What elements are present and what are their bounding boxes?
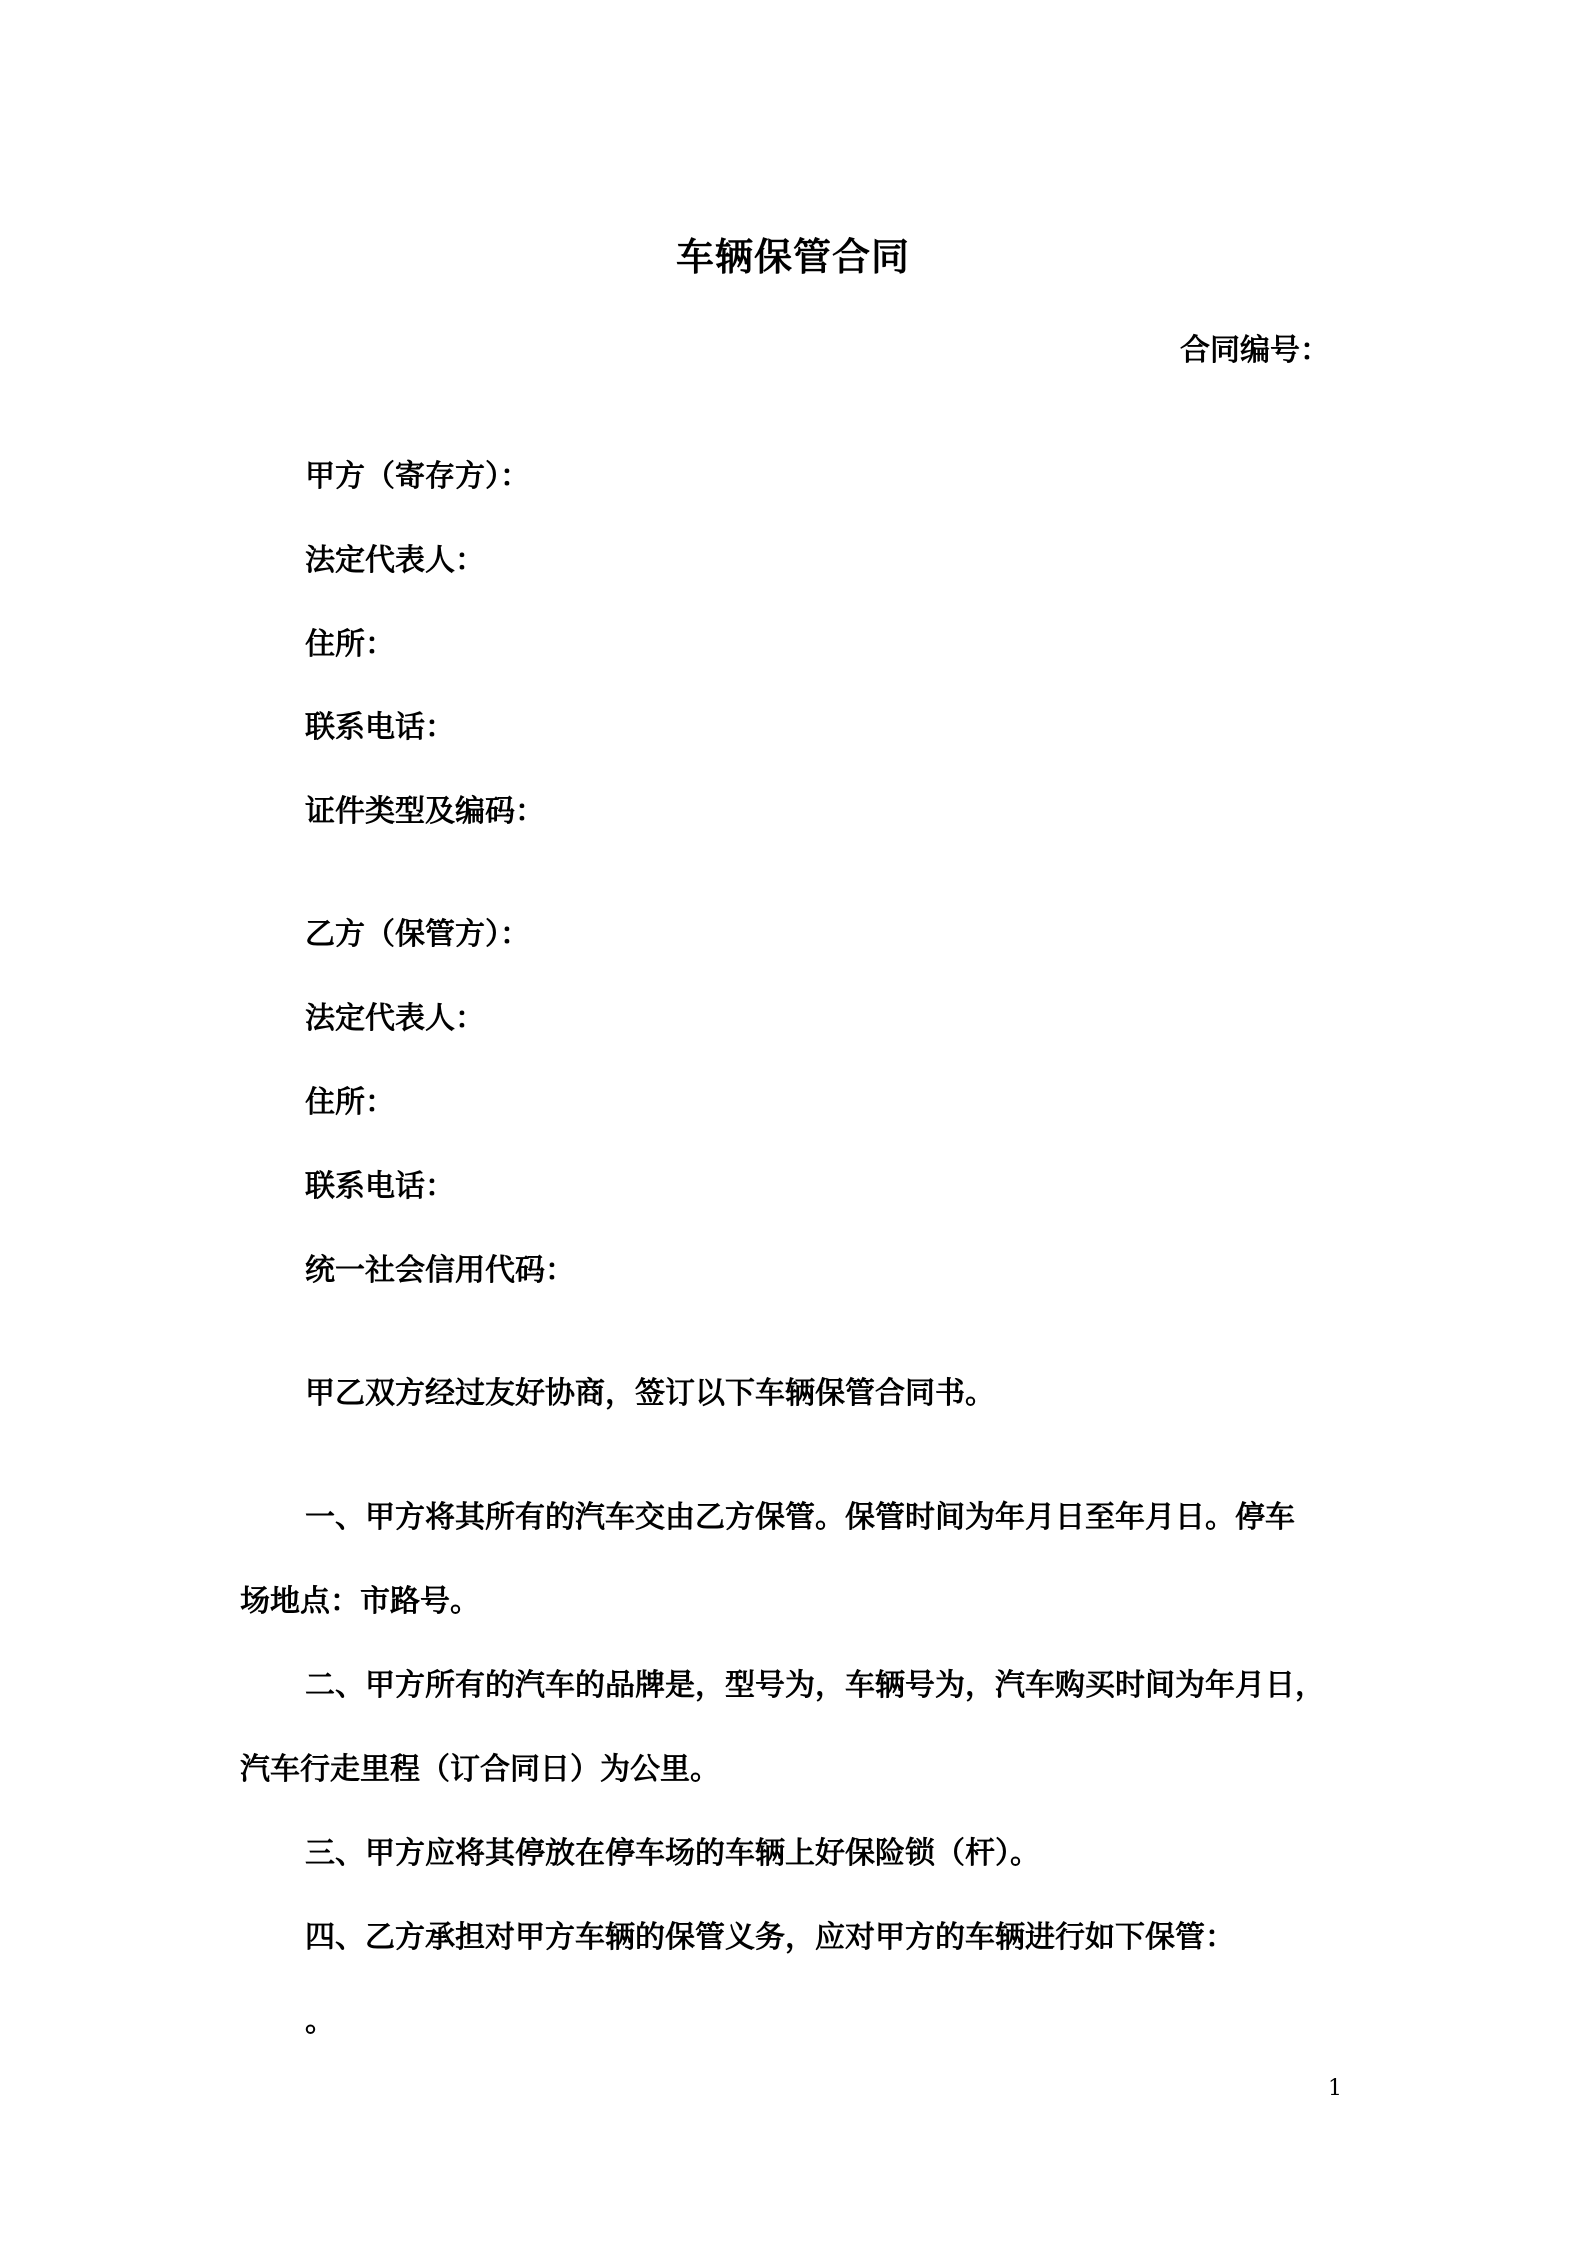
document-title: 车辆保管合同 <box>675 235 910 279</box>
party-a-address-label: 住所： <box>305 627 395 662</box>
contract-number-label: 合同编号： <box>1180 333 1330 368</box>
party-b-name-label: 乙方（保管方）： <box>305 917 530 952</box>
clause-2-line-2: 汽车行走里程（订合同日）为公里。 <box>240 1752 720 1787</box>
clause-3: 三、甲方应将其停放在停车场的车辆上好保险锁（杆）。 <box>305 1836 1040 1871</box>
party-a-name-label: 甲方（寄存方）： <box>305 459 530 494</box>
page-number: 1 <box>1328 2076 1342 2101</box>
party-a-phone-label: 联系电话： <box>305 710 455 745</box>
clause-2-line-1: 二、甲方所有的汽车的品牌是，型号为，车辆号为，汽车购买时间为年月日， <box>305 1668 1325 1703</box>
intro-paragraph: 甲乙双方经过友好协商，签订以下车辆保管合同书。 <box>305 1376 995 1411</box>
party-b-address-label: 住所： <box>305 1085 395 1120</box>
clause-4: 四、乙方承担对甲方车辆的保管义务，应对甲方的车辆进行如下保管： <box>305 1920 1235 1955</box>
clause-1-line-1: 一、甲方将其所有的汽车交由乙方保管。保管时间为年月日至年月日。停车 <box>305 1500 1295 1535</box>
party-a-id-label: 证件类型及编码： <box>305 794 545 829</box>
party-b-rep-label: 法定代表人： <box>305 1001 485 1036</box>
clause-1-line-2: 场地点：市路号。 <box>240 1584 480 1619</box>
party-b-credit-code-label: 统一社会信用代码： <box>305 1253 575 1288</box>
clause-4-continuation: 。 <box>305 2004 335 2039</box>
party-b-phone-label: 联系电话： <box>305 1169 455 1204</box>
party-a-rep-label: 法定代表人： <box>305 543 485 578</box>
